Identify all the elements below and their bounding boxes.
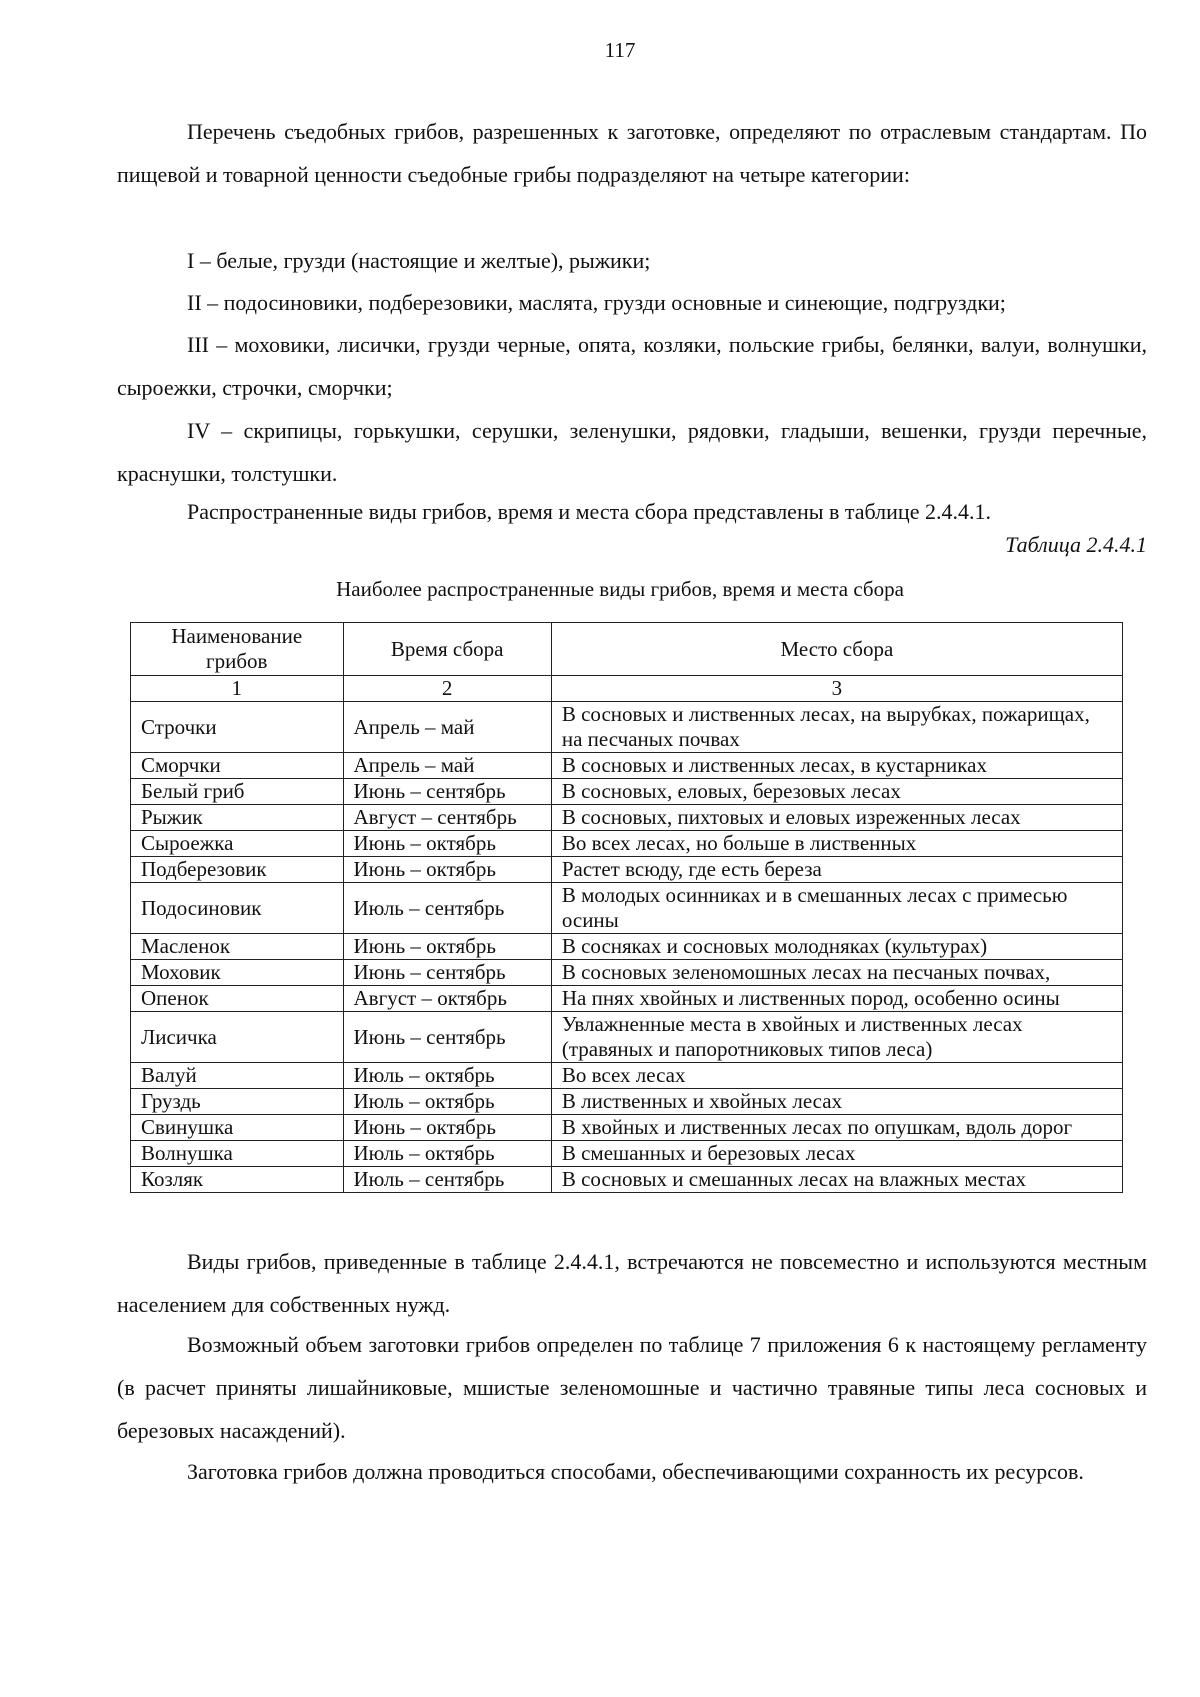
- cell-name: Свинушка: [131, 1115, 344, 1141]
- table-row: [131, 805, 1123, 831]
- cell-name: Рыжик: [131, 805, 344, 831]
- cell-time: Июнь – октябрь: [343, 857, 551, 883]
- after-table-paragraph-2: Возможный объем заготовки грибов определен по таблице 7 приложения 6 к настоящему регламенту (в расчет приняты лишайниковые, мшистые зеленомошные и частично травяные типы леса сосновых и березовых насаждений).: [117, 1332, 1147, 1443]
- table-row: [131, 1012, 1123, 1063]
- mushroom-table: [130, 622, 1123, 1193]
- cell-time: Июнь – октябрь: [343, 934, 551, 960]
- cell-place: В сосновых и смешанных лесах на влажных местах: [551, 1167, 1122, 1193]
- table-row: [131, 831, 1123, 857]
- cell-name: Груздь: [131, 1089, 344, 1115]
- cell-place: В сосновых и лиственных лесах, в кустарниках: [551, 753, 1122, 779]
- cell-time: Июнь – сентябрь: [343, 779, 551, 805]
- after-table-paragraph-3: Заготовка грибов должна проводиться способами, обеспечивающими сохранность их ресурсов.: [187, 1459, 1084, 1484]
- cell-place: Увлажненные места в хвойных и лиственных лесах (травяных и папоротниковых типов леса): [551, 1012, 1122, 1063]
- table-row: [131, 1167, 1123, 1193]
- after-table-paragraph-1: Виды грибов, приведенные в таблице 2.4.4.1, встречаются не повсеместно и используются местным населением для собственных нужд.: [117, 1249, 1147, 1317]
- cell-name: Волнушка: [131, 1141, 344, 1167]
- cell-name: Лисичка: [131, 1012, 344, 1063]
- intro-paragraph: Перечень съедобных грибов, разрешенных к заготовке, определяют по отраслевым стандартам. По пищевой и товарной ценности съедобные грибы подразделяют на четыре категории:: [117, 119, 1147, 187]
- cell-place: Во всех лесах: [551, 1063, 1122, 1089]
- table-row: [131, 1063, 1123, 1089]
- table-row: [131, 1141, 1123, 1167]
- cell-time: Август – сентябрь: [343, 805, 551, 831]
- cell-place: В сосняках и сосновых молодняках (культурах): [551, 934, 1122, 960]
- category-1: I – белые, грузди (настоящие и желтые), рыжики;: [187, 248, 651, 273]
- cell-time: Июнь – сентябрь: [343, 960, 551, 986]
- cell-time: Апрель – май: [343, 753, 551, 779]
- cell-name: Валуй: [131, 1063, 344, 1089]
- header-place: Место сбора: [551, 623, 1122, 676]
- table-label: Таблица 2.4.4.1: [1005, 532, 1147, 557]
- cell-name: Подосиновик: [131, 883, 344, 934]
- column-number: 1: [131, 676, 344, 702]
- cell-place: Растет всюду, где есть береза: [551, 857, 1122, 883]
- cell-name: Масленок: [131, 934, 344, 960]
- cell-name: Моховик: [131, 960, 344, 986]
- cell-place: В лиственных и хвойных лесах: [551, 1089, 1122, 1115]
- table-header-row: [131, 623, 1123, 676]
- cell-time: Июль – октябрь: [343, 1141, 551, 1167]
- category-4: IV – скрипицы, горькушки, серушки, зеленушки, рядовки, гладыши, вешенки, грузди перечные, краснушки, толстушки.: [117, 418, 1147, 486]
- cell-time: Июль – сентябрь: [343, 1167, 551, 1193]
- table-row: [131, 702, 1123, 753]
- table-row: [131, 753, 1123, 779]
- category-2: II – подосиновики, подберезовики, маслята, грузди основные и синеющие, подгруздки;: [187, 290, 1006, 315]
- cell-time: Июнь – октябрь: [343, 1115, 551, 1141]
- cell-place: В сосновых и лиственных лесах, на вырубках, пожарищах, на песчаных почвах: [551, 702, 1122, 753]
- cell-name: Сморчки: [131, 753, 344, 779]
- cell-place: Во всех лесах, но больше в лиственных: [551, 831, 1122, 857]
- cell-name: Сыроежка: [131, 831, 344, 857]
- table-number-row: [131, 676, 1123, 702]
- cell-time: Июнь – сентябрь: [343, 1012, 551, 1063]
- cell-place: В хвойных и лиственных лесах по опушкам, вдоль дорог: [551, 1115, 1122, 1141]
- cell-time: Август – октябрь: [343, 986, 551, 1012]
- cell-place: На пнях хвойных и лиственных пород, особенно осины: [551, 986, 1122, 1012]
- cell-time: Июль – октябрь: [343, 1089, 551, 1115]
- header-name: Наименование грибов: [131, 623, 344, 676]
- cell-place: В смешанных и березовых лесах: [551, 1141, 1122, 1167]
- header-time: Время сбора: [343, 623, 551, 676]
- column-number: 2: [343, 676, 551, 702]
- table-row: [131, 857, 1123, 883]
- cell-name: Опенок: [131, 986, 344, 1012]
- column-number: 3: [551, 676, 1122, 702]
- cell-name: Белый гриб: [131, 779, 344, 805]
- cell-time: Июнь – октябрь: [343, 831, 551, 857]
- table-row: [131, 960, 1123, 986]
- category-3: III – моховики, лисички, грузди черные, опята, козляки, польские грибы, белянки, валуи, волнушки, сыроежки, строчки, сморчки;: [117, 332, 1147, 400]
- cell-place: В сосновых, еловых, березовых лесах: [551, 779, 1122, 805]
- cell-place: В сосновых, пихтовых и еловых изреженных лесах: [551, 805, 1122, 831]
- cell-name: Строчки: [131, 702, 344, 753]
- cell-time: Июль – октябрь: [343, 1063, 551, 1089]
- cell-name: Козляк: [131, 1167, 344, 1193]
- table-title: Наиболее распространенные виды грибов, время и места сбора: [336, 577, 904, 601]
- table-row: [131, 1115, 1123, 1141]
- table-row: [131, 934, 1123, 960]
- cell-time: Июль – сентябрь: [343, 883, 551, 934]
- table-row: [131, 779, 1123, 805]
- page-number: 117: [604, 38, 636, 62]
- cell-name: Подберезовик: [131, 857, 344, 883]
- cell-time: Апрель – май: [343, 702, 551, 753]
- cell-place: В сосновых зеленомошных лесах на песчаных почвах,: [551, 960, 1122, 986]
- cell-place: В молодых осинниках и в смешанных лесах с примесью осины: [551, 883, 1122, 934]
- table-intro-paragraph: Распространенные виды грибов, время и места сбора представлены в таблице 2.4.4.1.: [187, 499, 991, 524]
- table-row: [131, 1089, 1123, 1115]
- table-row: [131, 986, 1123, 1012]
- table-row: [131, 883, 1123, 934]
